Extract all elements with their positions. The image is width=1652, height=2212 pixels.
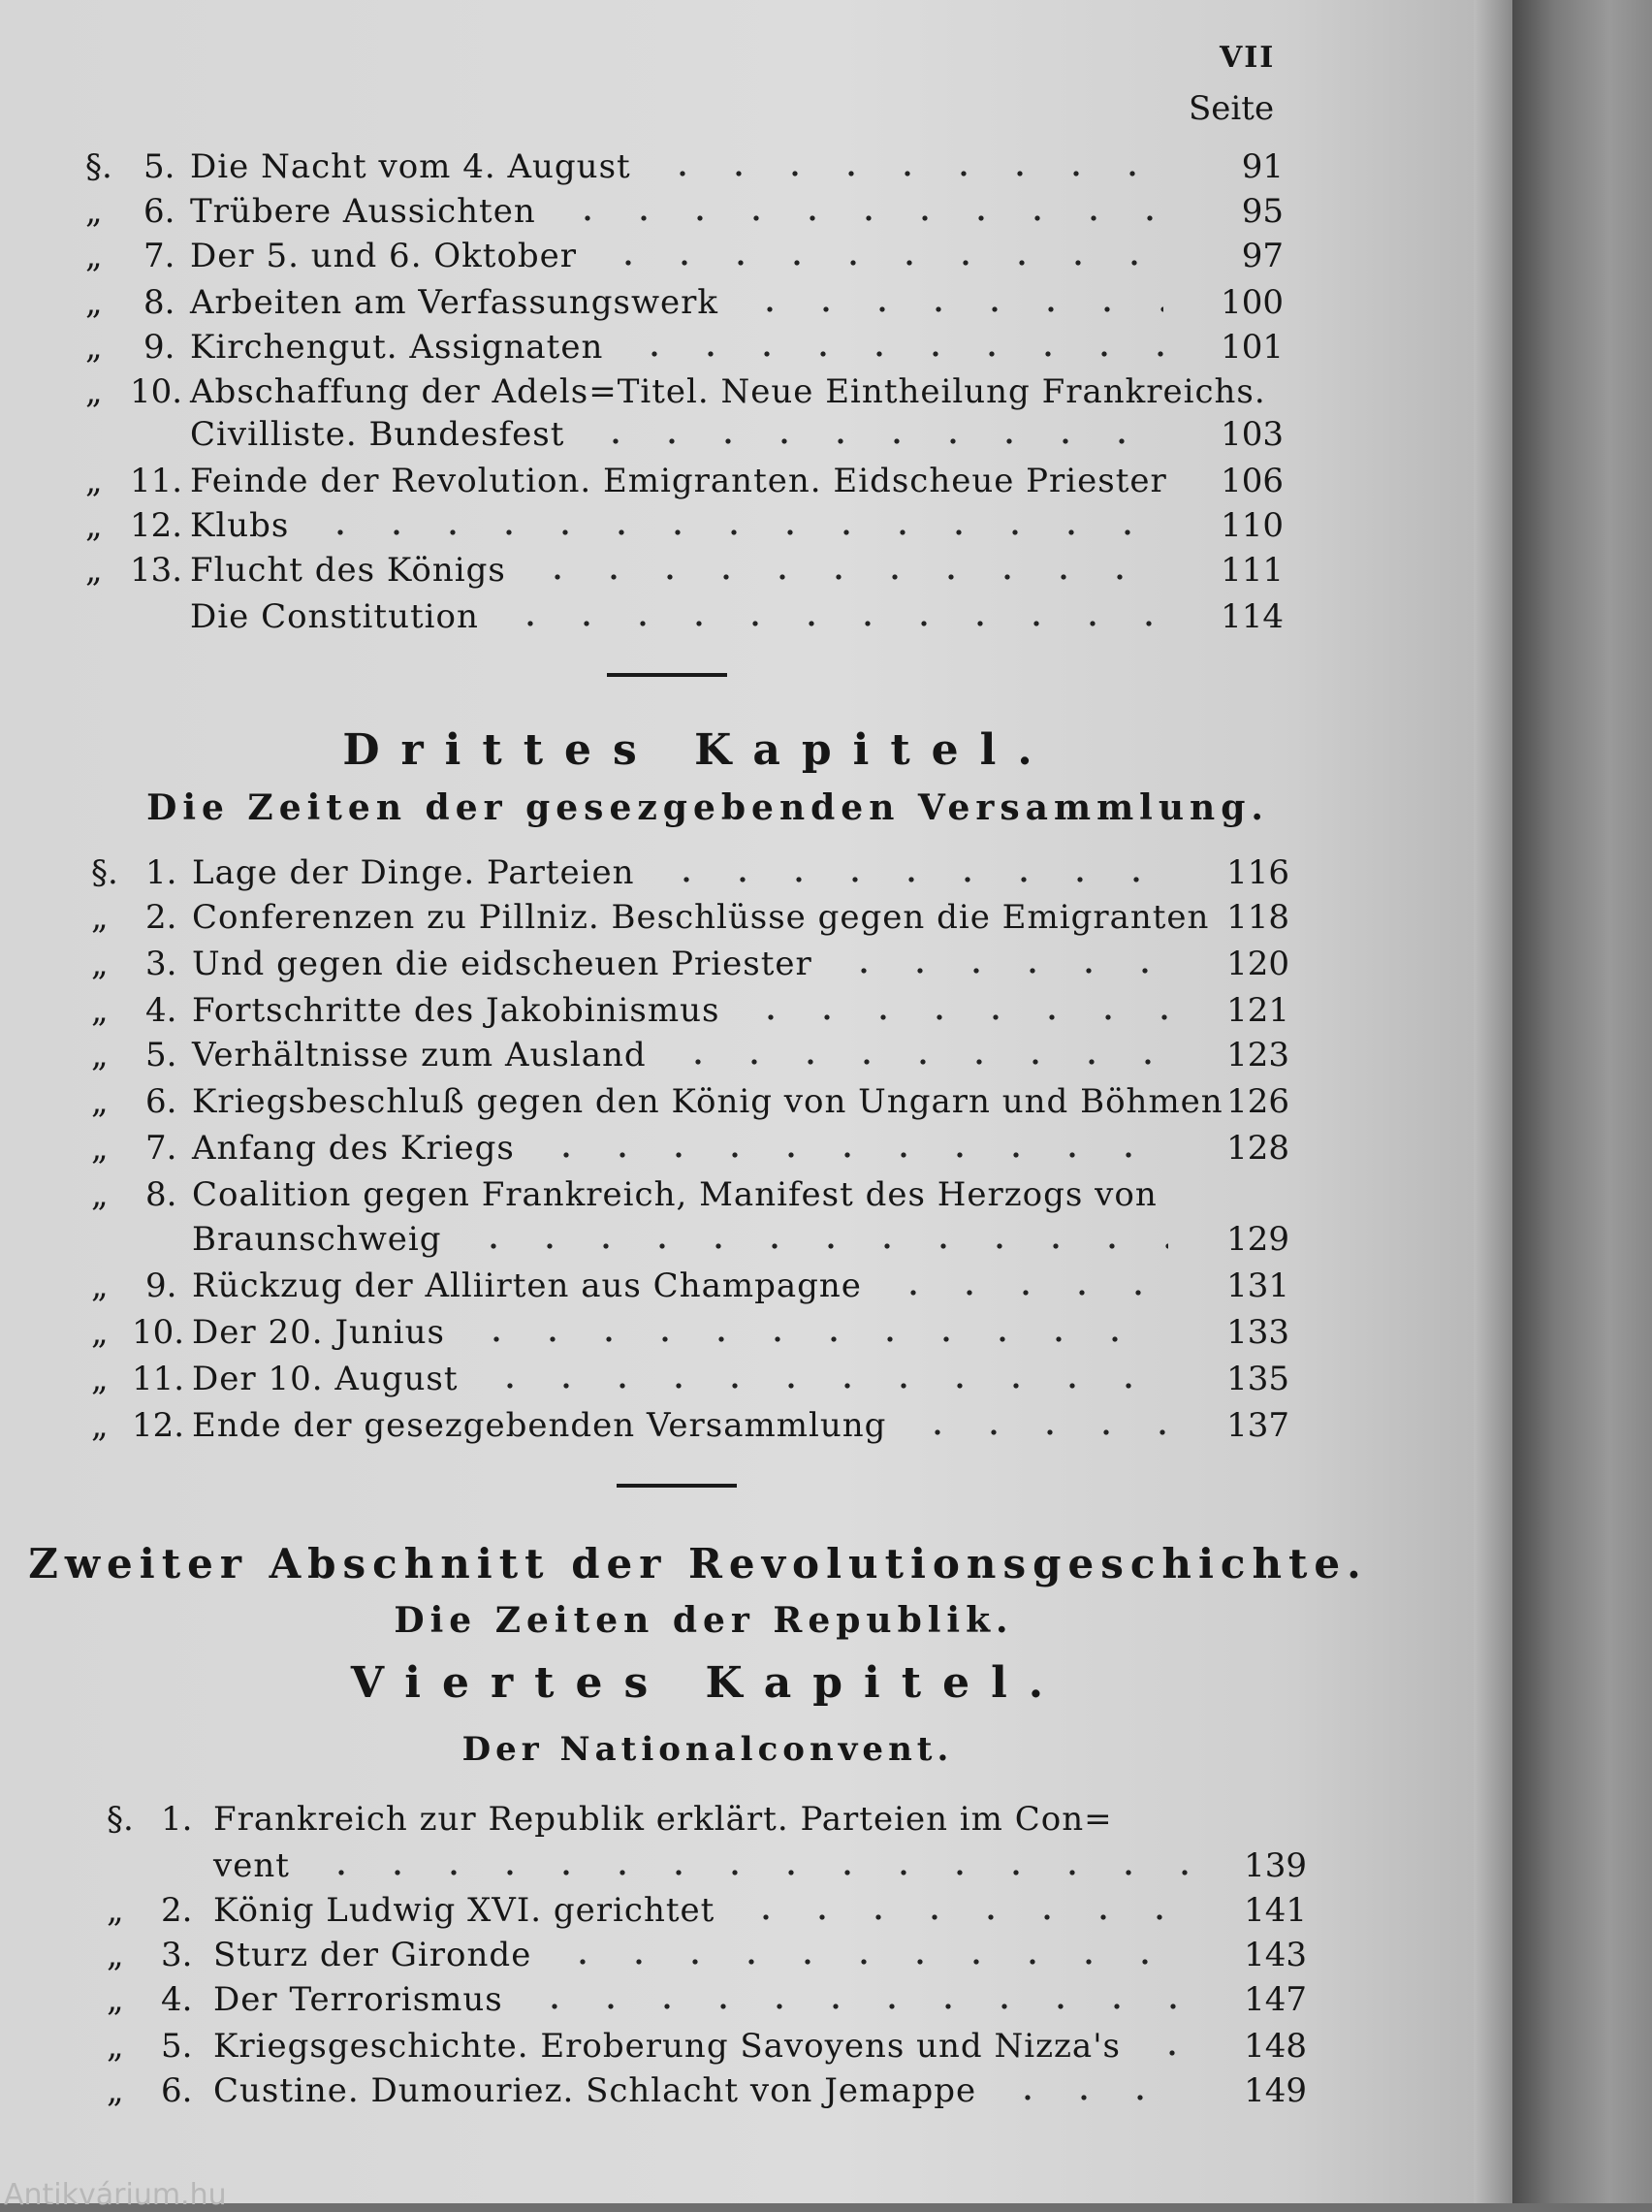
- dot-leader: [645, 171, 1163, 176]
- toc-entry: [91, 1313, 1289, 1352]
- dot-leader: [660, 1059, 1168, 1065]
- paragraph-mark: „: [91, 1082, 109, 1121]
- toc-entry: [107, 1891, 1307, 1930]
- entry-number: 8.: [143, 283, 175, 322]
- dot-leader: [649, 877, 1168, 882]
- toc-entry: [91, 991, 1289, 1030]
- entry-title: Custine. Dumouriez. Schlacht von Jemappe: [213, 2071, 977, 2110]
- entry-title: Die Nacht vom 4. August: [190, 147, 631, 186]
- toc-entry: [85, 462, 1284, 500]
- entry-title: Lage der Dinge. Parteien: [192, 853, 635, 892]
- toc-entry: [107, 1846, 1307, 1885]
- paragraph-mark: „: [85, 192, 103, 231]
- section-divider: [617, 1484, 737, 1488]
- entry-page-number: 135: [1226, 1360, 1289, 1398]
- toc-entry: [91, 1360, 1289, 1398]
- entry-page-number: 137: [1226, 1406, 1289, 1445]
- paragraph-mark: „: [107, 2027, 124, 2066]
- section-subtitle: Die Zeiten der Republik.: [394, 1600, 1014, 1641]
- dot-leader: [990, 2095, 1188, 2100]
- entry-number: 1.: [161, 1800, 193, 1839]
- dot-leader: [728, 1914, 1188, 1920]
- toc-entry: [91, 1082, 1289, 1121]
- book-spine-background: [1512, 0, 1652, 2203]
- entry-number: 7.: [145, 1129, 177, 1168]
- entry-number: 3.: [145, 945, 177, 983]
- paragraph-mark: „: [85, 237, 103, 275]
- entry-page-number: 95: [1241, 192, 1284, 231]
- entry-page-number: 148: [1244, 2027, 1307, 2066]
- entry-page-number: 91: [1241, 147, 1284, 186]
- chapter-heading: Drittes Kapitel.: [342, 725, 1054, 775]
- entry-number: 2.: [145, 898, 177, 937]
- toc-entry: [85, 551, 1284, 590]
- paragraph-mark: „: [107, 1891, 124, 1930]
- entry-title: Rückzug der Alliirten aus Champagne: [192, 1266, 862, 1305]
- entry-number: 2.: [161, 1891, 193, 1930]
- dot-leader: [528, 1152, 1168, 1158]
- dot-leader: [900, 1429, 1168, 1435]
- watermark: Antikvárium.hu: [4, 2178, 227, 2212]
- entry-title: Trübere Aussichten: [190, 192, 536, 231]
- paragraph-mark: „: [91, 1266, 109, 1305]
- entry-title: Klubs: [190, 506, 290, 545]
- entry-title: Kriegsbeschluß gegen den König von Ungarn und Böhmen: [192, 1082, 1223, 1121]
- dot-leader: [578, 438, 1163, 444]
- toc-entry: [85, 328, 1284, 367]
- toc-entry: [85, 283, 1284, 322]
- entry-title: Anfang des Kriegs: [192, 1129, 515, 1168]
- entry-page-number: 103: [1221, 415, 1284, 454]
- entry-number: 6.: [161, 2071, 193, 2110]
- entry-page-number: 116: [1226, 853, 1289, 892]
- entry-number: 6.: [143, 192, 175, 231]
- dot-leader: [875, 1290, 1168, 1296]
- entry-title: Die Constitution: [190, 597, 479, 636]
- entry-page-number: 123: [1226, 1036, 1289, 1074]
- paragraph-mark: „: [107, 1936, 124, 1974]
- toc-entry: [91, 1129, 1289, 1168]
- seite-column-label: Seite: [1189, 89, 1275, 128]
- entry-number: 12.: [132, 1406, 185, 1445]
- entry-title: Coalition gegen Frankreich, Manifest des Herzogs von: [192, 1175, 1158, 1214]
- entry-title: Sturz der Gironde: [213, 1936, 532, 1974]
- entry-number: 13.: [130, 551, 183, 590]
- paragraph-mark: „: [91, 991, 109, 1030]
- dot-leader: [456, 1243, 1168, 1249]
- dot-leader: [520, 574, 1163, 580]
- entry-title: Kriegsgeschichte. Eroberung Savoyens und Nizza's: [213, 2027, 1122, 2066]
- entry-page-number: 126: [1226, 1082, 1289, 1121]
- dot-leader: [550, 215, 1163, 221]
- entry-number: 1.: [145, 853, 177, 892]
- entry-title: Frankreich zur Republik erklärt. Parteien im Con=: [213, 1800, 1113, 1839]
- dot-leader: [732, 306, 1163, 312]
- entry-page-number: 114: [1221, 597, 1284, 636]
- entry-number: 5.: [143, 147, 175, 186]
- entry-number: 11.: [130, 462, 183, 500]
- dot-leader: [472, 1383, 1168, 1389]
- entry-number: 4.: [145, 991, 177, 1030]
- section-divider: [607, 673, 727, 677]
- paragraph-mark: „: [85, 372, 103, 411]
- paragraph-mark: §.: [91, 853, 118, 892]
- entry-number: 11.: [132, 1360, 185, 1398]
- toc-entry: [85, 192, 1284, 231]
- dot-leader: [517, 2004, 1188, 2009]
- chapter-subtitle: Der Nationalconvent.: [461, 1730, 954, 1769]
- entry-page-number: 111: [1221, 551, 1284, 590]
- page-edge-shadow: [1474, 0, 1512, 2203]
- entry-page-number: 143: [1244, 1936, 1307, 1974]
- entry-number: 5.: [161, 2027, 193, 2066]
- entry-page-number: 131: [1226, 1266, 1289, 1305]
- paragraph-mark: „: [91, 1360, 109, 1398]
- toc-entry: [91, 1175, 1289, 1214]
- toc-entry: [85, 237, 1284, 275]
- entry-page-number: 110: [1221, 506, 1284, 545]
- paragraph-mark: „: [85, 283, 103, 322]
- entry-page-number: 100: [1221, 283, 1284, 322]
- entry-page-number: 149: [1244, 2071, 1307, 2110]
- dot-leader: [545, 1959, 1188, 1965]
- entry-title: Der 10. August: [192, 1360, 459, 1398]
- dot-leader: [590, 260, 1163, 266]
- entry-page-number: 147: [1244, 1980, 1307, 2019]
- entry-page-number: 121: [1226, 991, 1289, 1030]
- entry-number: 4.: [161, 1980, 193, 2019]
- entry-title: Civilliste. Bundesfest: [190, 415, 565, 454]
- entry-number: 9.: [143, 328, 175, 367]
- toc-entry: [85, 506, 1284, 545]
- entry-title: Der 20. Junius: [192, 1313, 445, 1352]
- toc-entry: [91, 898, 1289, 937]
- entry-title: Kirchengut. Assignaten: [190, 328, 604, 367]
- toc-entry: [107, 1980, 1307, 2019]
- toc-entry: [91, 945, 1289, 983]
- entry-page-number: 101: [1221, 328, 1284, 367]
- entry-page-number: 139: [1244, 1846, 1307, 1885]
- dot-leader: [826, 968, 1168, 974]
- entry-number: 8.: [145, 1175, 177, 1214]
- toc-entry: [91, 1036, 1289, 1074]
- entry-number: 5.: [145, 1036, 177, 1074]
- paragraph-mark: „: [91, 1313, 109, 1352]
- dot-leader: [459, 1336, 1168, 1342]
- entry-title: Der 5. und 6. Oktober: [190, 237, 578, 275]
- entry-title: König Ludwig XVI. gerichtet: [213, 1891, 715, 1930]
- paragraph-mark: „: [91, 945, 109, 983]
- entry-title: Der Terrorismus: [213, 1980, 503, 2019]
- toc-entry: [91, 1266, 1289, 1305]
- paragraph-mark: „: [91, 1406, 109, 1445]
- paragraph-mark: „: [91, 1129, 109, 1168]
- entry-title: Arbeiten am Verfassungswerk: [190, 283, 719, 322]
- toc-entry: [91, 1406, 1289, 1445]
- entry-title: Verhältnisse zum Ausland: [192, 1036, 647, 1074]
- entry-page-number: 106: [1221, 462, 1284, 500]
- paragraph-mark: „: [107, 2071, 124, 2110]
- paragraph-mark: „: [85, 506, 103, 545]
- entry-page-number: 97: [1241, 237, 1284, 275]
- toc-entry: [107, 1936, 1307, 1974]
- dot-leader: [1134, 2050, 1188, 2056]
- chapter-heading: Viertes Kapitel.: [350, 1658, 1065, 1708]
- toc-entry: [85, 147, 1284, 186]
- toc-entry: [85, 597, 1284, 636]
- dot-leader: [303, 1870, 1188, 1875]
- toc-entry: [91, 1220, 1289, 1259]
- entry-title: Abschaffung der Adels=Titel. Neue Eintheilung Frankreichs.: [190, 372, 1266, 411]
- entry-title: Fortschritte des Jakobinismus: [192, 991, 720, 1030]
- toc-entry: [85, 372, 1284, 411]
- section-heading: Zweiter Abschnitt der Revolutionsgeschichte.: [28, 1540, 1368, 1587]
- entry-number: 10.: [130, 372, 183, 411]
- entry-title: vent: [213, 1846, 290, 1885]
- toc-entry: [107, 2071, 1307, 2110]
- entry-page-number: 118: [1226, 898, 1289, 937]
- entry-page-number: 129: [1226, 1220, 1289, 1259]
- paragraph-mark: „: [91, 1036, 109, 1074]
- toc-entry: [107, 1800, 1307, 1839]
- entry-number: 6.: [145, 1082, 177, 1121]
- paragraph-mark: „: [91, 898, 109, 937]
- entry-page-number: 141: [1244, 1891, 1307, 1930]
- entry-title: Feinde der Revolution. Emigranten. Eidscheue Priester: [190, 462, 1167, 500]
- toc-entry: [91, 853, 1289, 892]
- paragraph-mark: „: [107, 1980, 124, 2019]
- entry-page-number: 120: [1226, 945, 1289, 983]
- paragraph-mark: „: [85, 462, 103, 500]
- entry-number: 9.: [145, 1266, 177, 1305]
- entry-title: Und gegen die eidscheuen Priester: [192, 945, 812, 983]
- paragraph-mark: §.: [85, 147, 112, 186]
- paragraph-mark: „: [91, 1175, 109, 1214]
- dot-leader: [733, 1014, 1168, 1020]
- paragraph-mark: §.: [107, 1800, 134, 1839]
- dot-leader: [492, 621, 1163, 626]
- entry-number: 12.: [130, 506, 183, 545]
- entry-number: 10.: [132, 1313, 185, 1352]
- entry-title: Conferenzen zu Pillniz. Beschlüsse gegen die Emigranten: [192, 898, 1210, 937]
- entry-title: Flucht des Königs: [190, 551, 506, 590]
- dot-leader: [302, 529, 1163, 535]
- entry-title: Ende der gesezgebenden Versammlung: [192, 1406, 887, 1445]
- toc-entry: [85, 415, 1284, 454]
- dot-leader: [617, 351, 1163, 357]
- toc-entry: [107, 2027, 1307, 2066]
- chapter-subtitle: Die Zeiten der gesezgebenden Versammlung.: [146, 787, 1269, 828]
- paragraph-mark: „: [85, 551, 103, 590]
- page-number: VII: [1220, 41, 1276, 75]
- entry-number: 7.: [143, 237, 175, 275]
- paragraph-mark: „: [85, 328, 103, 367]
- entry-page-number: 133: [1226, 1313, 1289, 1352]
- entry-page-number: 128: [1226, 1129, 1289, 1168]
- entry-number: 3.: [161, 1936, 193, 1974]
- entry-title: Braunschweig: [192, 1220, 442, 1259]
